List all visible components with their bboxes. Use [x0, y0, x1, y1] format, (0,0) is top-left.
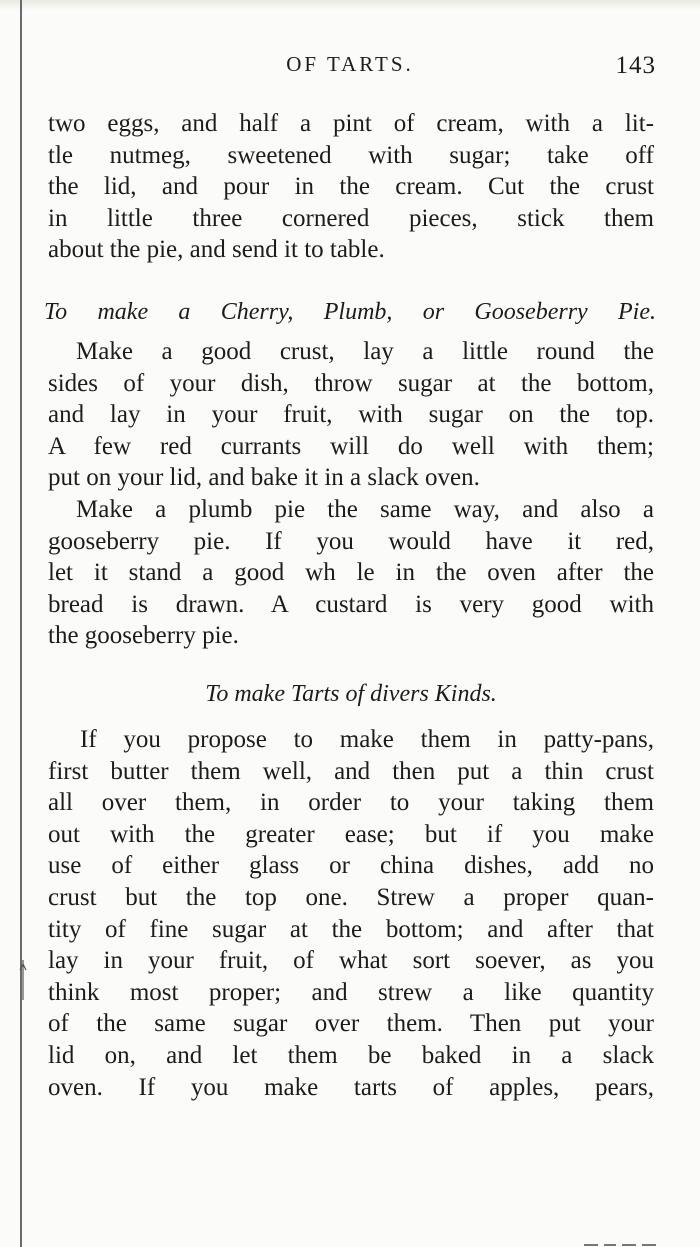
- catchword-fragment: [580, 1237, 660, 1247]
- recipe-title: To make Tarts of divers Kinds.: [205, 681, 497, 707]
- text-line: all over them, in order to your taking them: [48, 789, 654, 817]
- text-line: If you propose to make them in patty-pans,: [80, 726, 654, 753]
- text-line: use of either glass or china dishes, add no: [48, 852, 654, 880]
- text-line: in little three cornered pieces, stick them: [48, 204, 654, 232]
- text-line: the gooseberry pie.: [48, 622, 239, 650]
- text-line: the lid, and pour in the cream. Cut the crust: [48, 173, 654, 201]
- text-line: lay in your fruit, of what sort soever, as you: [48, 947, 654, 975]
- text-line: crust but the top one. Strew a proper quan-: [48, 883, 654, 911]
- text-line: think most proper; and strew a like quantity: [48, 978, 654, 1006]
- text-line: of the same sugar over them. Then put your: [48, 1010, 654, 1038]
- text-line: oven. If you make tarts of apples, pears,: [48, 1073, 654, 1101]
- text-line: A few red currants will do well with them;: [48, 432, 654, 460]
- recipe-body-pie: [48, 336, 654, 652]
- recipe-heading-pie: [44, 294, 656, 330]
- text-line: tle nutmeg, sweetened with sugar; take off: [48, 141, 654, 169]
- text-line: put on your lid, and bake it in a slack oven.: [48, 464, 480, 492]
- text-line: let it stand a good wh le in the oven after the: [48, 559, 654, 587]
- text-line: lid on, and let them be baked in a slack: [48, 1041, 654, 1069]
- text-line: Make a good crust, lay a little round the: [76, 338, 654, 365]
- text-line: out with the greater ease; but if you make: [48, 820, 654, 848]
- text-line: bread is drawn. A custard is very good with: [48, 590, 654, 618]
- text-line: about the pie, and send it to table.: [48, 236, 385, 264]
- page-top-edge: [0, 0, 700, 10]
- running-head: [40, 52, 660, 88]
- recipe-heading-tarts: [48, 676, 654, 712]
- text-line: gooseberry pie. If you would have it red,: [48, 527, 654, 555]
- text-line: and lay in your fruit, with sugar on the top.: [48, 401, 654, 429]
- text-line: two eggs, and half a pint of cream, with a lit-: [48, 110, 654, 137]
- margin-tick-mark: [18, 960, 28, 1000]
- page-number: 143: [615, 52, 656, 79]
- running-head-title: OF TARTS.: [286, 52, 414, 76]
- text-line: tity of fine sugar at the bottom; and after that: [48, 915, 654, 943]
- text-line: sides of your dish, throw sugar at the bottom,: [48, 369, 654, 397]
- page-binding-edge: [20, 0, 22, 1247]
- paragraph-continuation: [48, 108, 654, 266]
- text-line: Make a plumb pie the same way, and also a: [76, 495, 654, 523]
- recipe-title: To make a Cherry, Plumb, or Gooseberry Pie.: [44, 299, 656, 325]
- text-line: first butter them well, and then put a thin crust: [48, 757, 654, 785]
- recipe-body-tarts: [48, 724, 654, 1103]
